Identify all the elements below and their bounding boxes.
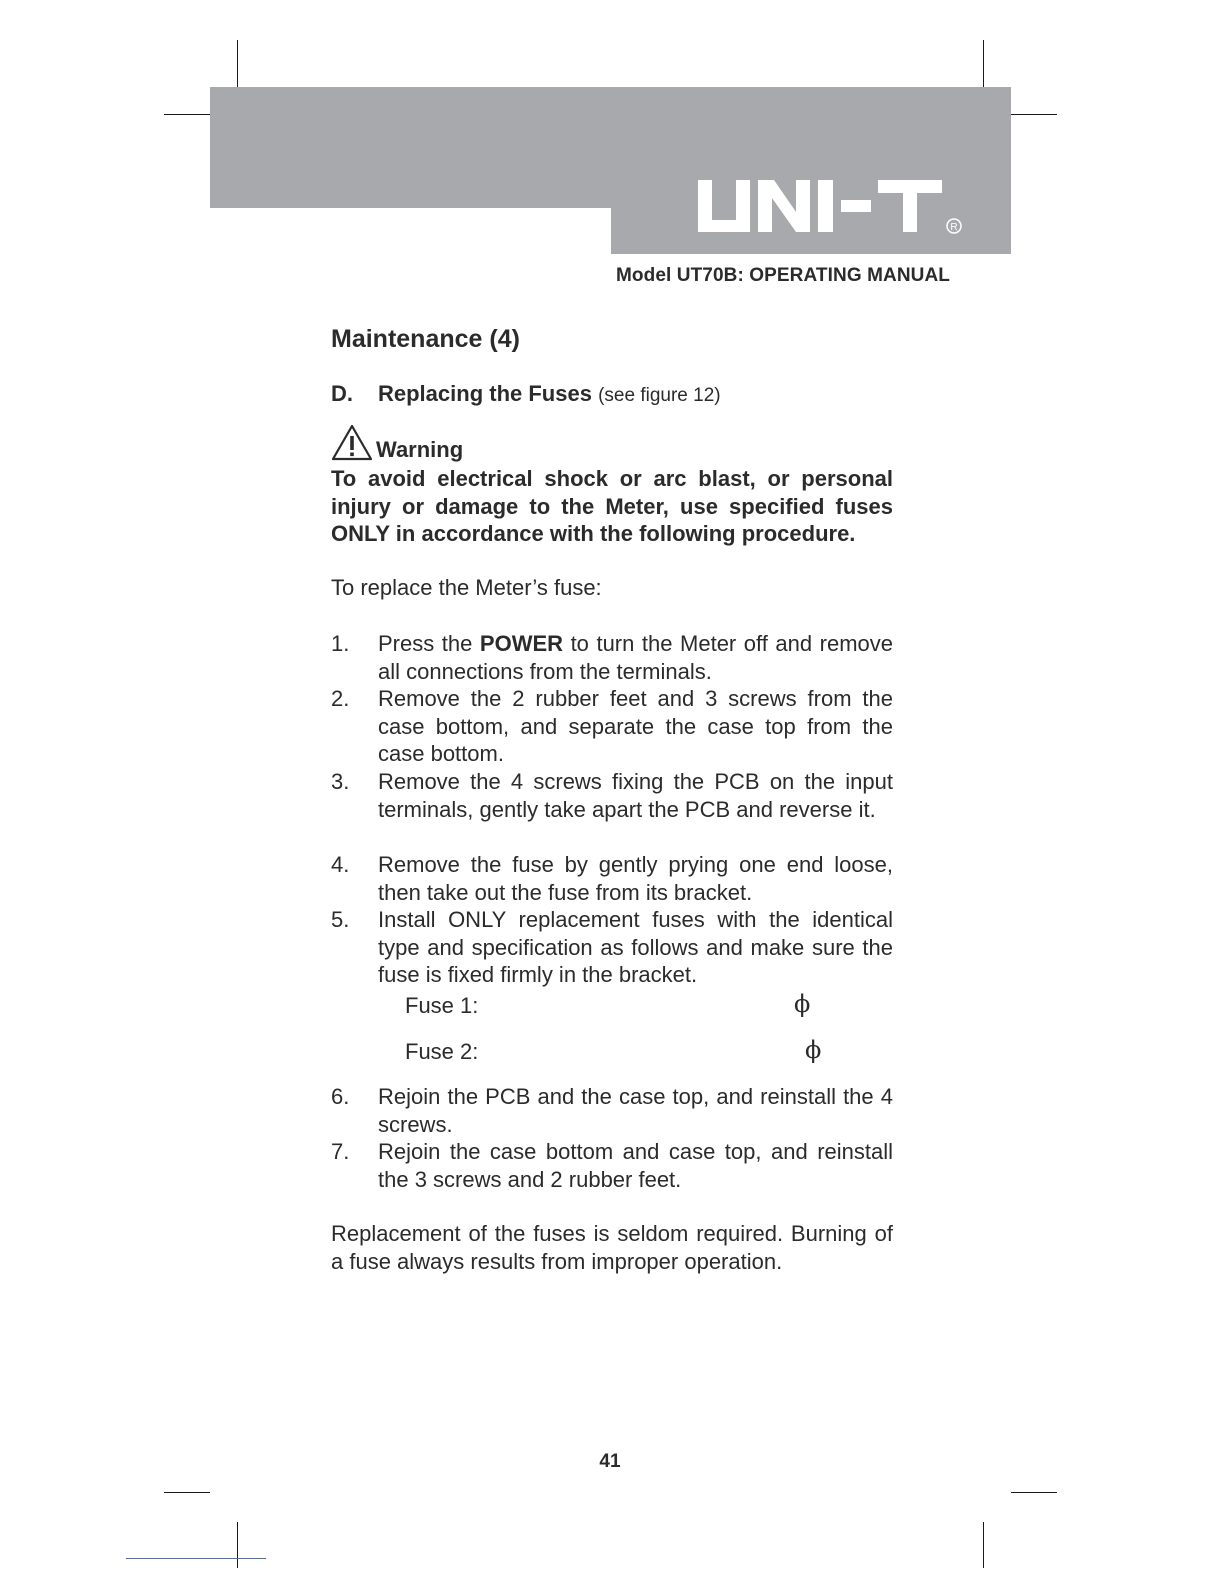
subsection-letter: D. — [331, 381, 353, 406]
section-title: Maintenance (4) — [331, 325, 520, 353]
manual-model-title: Model UT70B: OPERATING MANUAL — [616, 265, 950, 286]
warning-text: To avoid electrical shock or arc blast, or personal injury or damage to the Meter, use specified fuses ONLY in accordance with the following procedure. — [331, 466, 893, 546]
warning-label: Warning — [376, 437, 464, 462]
step-text: Install ONLY replacement fuses with the identical type and specification as follows and make sure the fuse is fixed firmly in the bracket. — [378, 907, 893, 988]
list-item — [331, 906, 893, 989]
fuse-1-label: Fuse 1: — [405, 993, 479, 1018]
figure-reference: (see figure 12) — [598, 385, 721, 406]
list-item — [331, 1083, 893, 1138]
list-item — [331, 768, 893, 823]
page-edge-line — [126, 1558, 266, 1559]
fuse-2-diameter-symbol: ϕ — [805, 1036, 822, 1064]
crop-mark — [1011, 114, 1057, 115]
step-number: 2. — [331, 686, 350, 711]
list-item — [331, 851, 893, 906]
list-item — [331, 630, 893, 685]
brand-logo — [696, 176, 966, 240]
step-number: 5. — [331, 907, 350, 932]
warning-triangle-icon — [331, 424, 373, 462]
crop-mark — [164, 114, 210, 115]
crop-mark — [1011, 1492, 1057, 1493]
step-number: 6. — [331, 1084, 350, 1109]
step-text: Remove the 2 rubber feet and 3 screws from the case bottom, and separate the case top from the case bottom. — [378, 686, 893, 767]
crop-mark — [983, 40, 984, 88]
crop-mark — [164, 1492, 210, 1493]
procedure-intro: To replace the Meter’s fuse: — [331, 575, 602, 600]
page-number: 41 — [599, 1451, 621, 1472]
step-text: Remove the 4 screws fixing the PCB on the input terminals, gently take apart the PCB and reverse it. — [378, 769, 893, 822]
step-number: 1. — [331, 631, 350, 656]
crop-mark — [983, 1522, 984, 1568]
step-text-part: Press the — [378, 631, 480, 656]
power-key-name: POWER — [479, 631, 564, 656]
closing-note: Replacement of the fuses is seldom required. Burning of a fuse always results from improper operation. — [331, 1221, 893, 1274]
crop-mark — [237, 40, 238, 88]
svg-text:R: R — [950, 222, 958, 233]
step-number: 4. — [331, 852, 350, 877]
crop-mark — [237, 1522, 238, 1568]
subsection-heading — [331, 381, 721, 407]
step-text: Remove the fuse by gently prying one end loose, then take out the fuse from its bracket. — [378, 852, 893, 905]
step-number: 3. — [331, 769, 350, 794]
subsection-title: Replacing the Fuses — [378, 381, 592, 406]
step-text: Rejoin the PCB and the case top, and reinstall the 4 screws. — [378, 1084, 893, 1137]
step-text — [378, 630, 893, 685]
fuse-1-diameter-symbol: ϕ — [794, 990, 811, 1018]
step-text: Rejoin the case bottom and case top, and reinstall the 3 screws and 2 rubber feet. — [378, 1139, 893, 1192]
step-text-part: to turn the Meter off and remove all connections from the terminals. — [378, 631, 893, 684]
list-item — [331, 685, 893, 768]
fuse-2-label: Fuse 2: — [405, 1039, 479, 1064]
step-number: 7. — [331, 1139, 350, 1164]
list-item — [331, 1138, 893, 1193]
